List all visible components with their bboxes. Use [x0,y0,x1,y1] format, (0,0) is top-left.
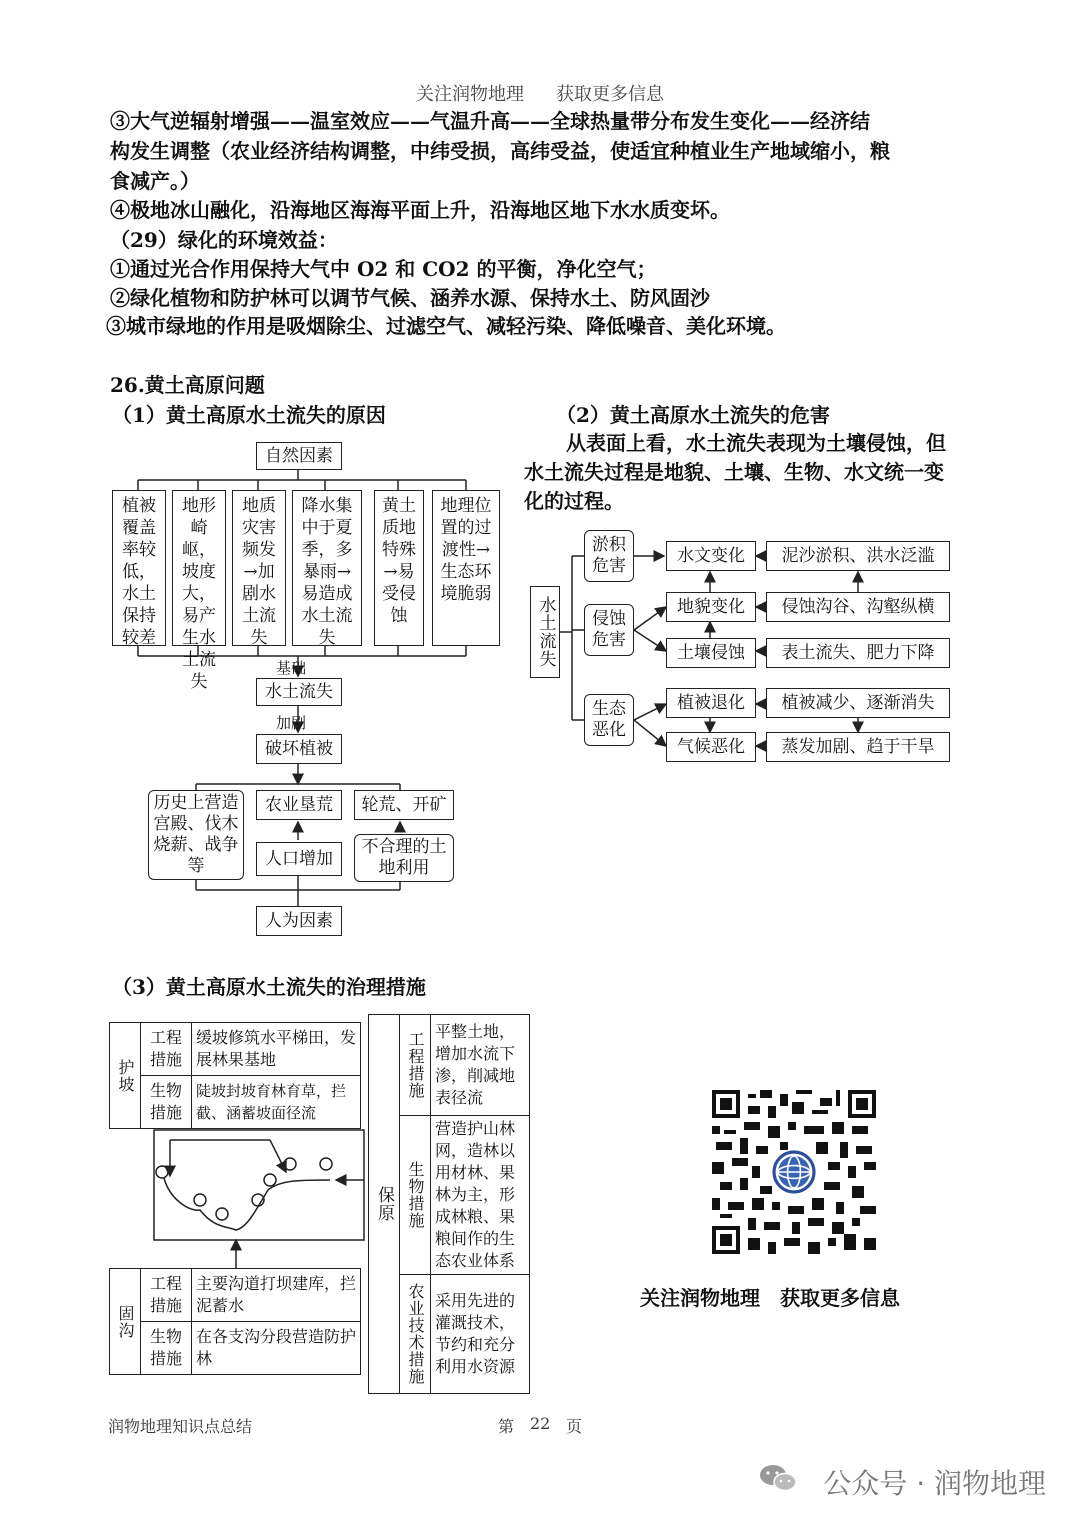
s2-mid-4: 植被退化 [666,688,756,718]
baoyuan-gc-label: 工程措施 [400,1015,431,1116]
gonggou-sw-text: 在各支沟分段营造防护林 [192,1322,361,1375]
human-factors-box: 人为因素 [256,906,342,936]
hupo-table [109,1022,361,1129]
hupo-sw-text: 陡坡封坡育林育草，拦截、涵蓄坡面径流 [192,1076,361,1129]
s2-right-4: 植被减少、逐渐消失 [766,688,950,718]
gonggou-gc-text: 主要沟道打坝建库，拦泥蓄水 [192,1269,361,1322]
header-left: 关注润物地理 [416,84,524,105]
gonggou-table [109,1268,361,1375]
s2-mid-3: 土壤侵蚀 [666,638,756,668]
gonggou-label: 固沟 [110,1269,141,1375]
text-line-4: ④极地冰山融化，沿海地区海海平面上升，沿海地区地下水水质变坏。 [110,198,730,222]
gonggou-sw-label: 生物措施 [141,1322,192,1375]
human-item-history: 历史上营造宫殿、伐木烧薪、战争等 [148,790,244,880]
s2-cat-erosion: 侵蚀危害 [584,604,634,656]
natural-factors-box: 自然因素 [256,442,342,470]
destroy-vegetation-box: 破坏植被 [256,734,342,764]
hupo-sw-label: 生物措施 [141,1076,192,1129]
baoyuan-ny-label: 农业技术措施 [400,1275,431,1394]
baoyuan-table [368,1014,530,1394]
human-item-reclaim: 农业垦荒 [256,790,342,820]
s2-title: （2）黄土高原水土流失的危害 [556,403,830,427]
baoyuan-ny-text: 采用先进的灌溉技术，节约和充分利用水资源 [431,1275,530,1394]
baoyuan-label: 保原 [369,1015,400,1394]
watermark: 公众号 · 润物地理 [823,1467,1046,1500]
natural-item-4: 降水集中于夏季，多暴雨→易造成水土流失 [292,490,362,646]
qr-code-image [712,1090,876,1254]
text-line-2: 构发生调整（农业经济结构调整，中纬受损，高纬受益，使适宜种植业生产地域缩小，粮 [110,139,890,163]
baoyuan-gc-text: 平整土地，增加水流下渗，削减地表径流 [431,1015,530,1116]
natural-item-1: 植被覆盖率较低，水土保持较差 [112,490,166,646]
s2-right-5: 蒸发加剧、趋于干旱 [766,732,950,762]
hupo-label: 护坡 [110,1023,141,1129]
text-line-5: （29）绿化的环境效益： [110,228,338,252]
human-item-mining: 轮荒、开矿 [354,790,454,820]
natural-item-2: 地形崎岖，坡度大，易产生水土流失 [172,490,226,646]
qr-code [712,1090,876,1254]
hupo-gc-label: 工程措施 [141,1023,192,1076]
text-line-3: 食减产。） [110,169,200,193]
hupo-gc-text: 缓坡修筑水平梯田，发展林果基地 [192,1023,361,1076]
s2-mid-5: 气候恶化 [666,732,756,762]
qr-caption: 关注润物地理 获取更多信息 [640,1286,900,1310]
wechat-icon [758,1462,798,1494]
text-line-1: ③大气逆辐射增强——温室效应——气温升高——全球热量带分布发生变化——经济结 [110,109,870,133]
s2-para-3: 化的过程。 [524,489,624,513]
natural-item-6: 地理位置的过渡性→生态环境脆弱 [432,490,500,646]
text-line-7: ②绿化植物和防护林可以调节气候、涵养水源、保持水土、防风固沙 [110,286,710,310]
human-item-landuse: 不合理的土地利用 [354,834,454,882]
baoyuan-sw-label: 生物措施 [400,1116,431,1275]
s2-para-1: 从表面上看，水土流失表现为土壤侵蚀，但 [566,431,946,455]
s1-title: （1）黄土高原水土流失的原因 [112,403,386,427]
natural-item-5: 黄土质地特殊→易受侵蚀 [374,490,424,646]
text-line-8: ③城市绿地的作用是吸烟除尘、过滤空气、减轻污染、降低噪音、美化环境。 [106,314,786,338]
basis-label: 基础 [276,659,307,677]
footer-page-number: 22 [530,1414,551,1433]
soil-erosion-box: 水土流失 [256,678,342,706]
footer-page-label: 第 [498,1417,515,1436]
baoyuan-sw-text: 营造护山林网，造林以用材林、果林为主，形成林粮、果粮间作的生态农业体系 [431,1116,530,1275]
s2-right-3: 表土流失、肥力下降 [766,638,950,668]
s2-root-box: 水土流失 [530,586,560,678]
s2-para-2: 水土流失过程是地貌、土壤、生物、水文统一变 [524,460,944,484]
section-26-title: 26.黄土高原问题 [110,373,265,397]
s2-right-1: 泥沙淤积、洪水泛滥 [766,541,950,571]
footer-page-suffix: 页 [566,1417,583,1436]
text-line-6: ①通过光合作用保持大气中 O2 和 CO2 的平衡，净化空气； [110,257,657,281]
s3-title: （3）黄土高原水土流失的治理措施 [112,975,426,999]
s2-cat-ecology: 生态恶化 [584,694,634,746]
natural-item-3: 地质灾害频发→加剧水土流失 [232,490,286,646]
footer-title: 润物地理知识点总结 [108,1417,253,1436]
s2-mid-1: 水文变化 [666,541,756,571]
s2-mid-2: 地貌变化 [666,592,756,622]
header-right: 获取更多信息 [556,84,664,105]
aggravate-label: 加剧 [276,714,307,732]
s2-right-2: 侵蚀沟谷、沟壑纵横 [766,592,950,622]
gonggou-gc-label: 工程措施 [141,1269,192,1322]
s2-cat-silting: 淤积危害 [584,530,634,582]
human-item-population: 人口增加 [256,842,342,876]
